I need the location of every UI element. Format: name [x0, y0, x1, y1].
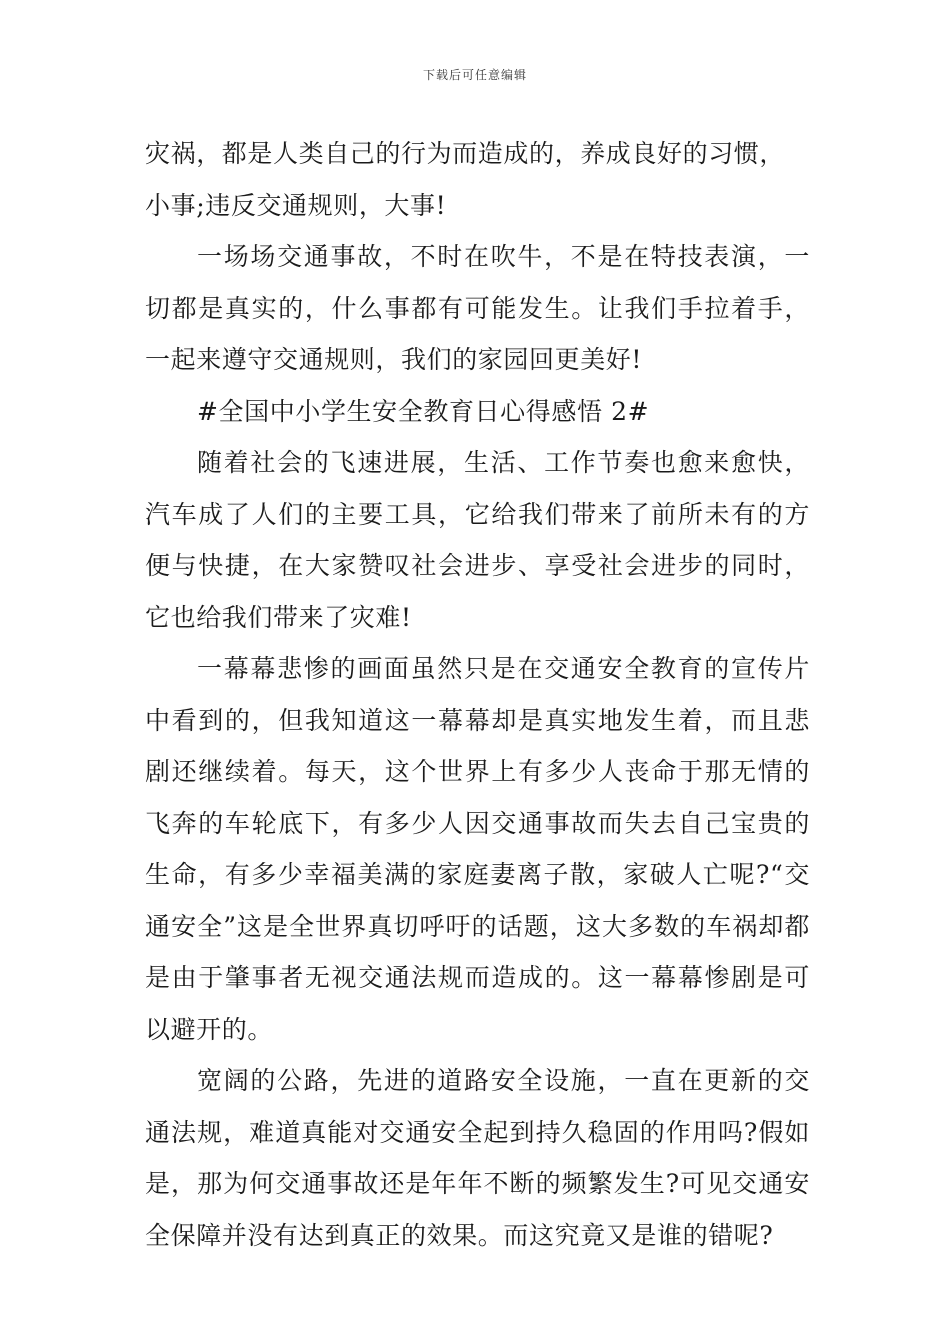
document-body: [145, 128, 810, 1261]
paragraph-1: 灾祸，都是人类自己的行为而造成的，养成良好的习惯， 小事;违反交通规则，大事!: [145, 139, 786, 220]
page-header-note: 下载后可任意编辑: [422, 68, 527, 82]
paragraph-2: 一场场交通事故，不时在吹牛，不是在特技表演，一切都是真实的，什么事都有可能发生。让我们手拉着手，一起来遵守交通规则，我们的家园回更美好!: [145, 242, 810, 374]
paragraph-4: 一幕幕悲惨的画面虽然只是在交通安全教育的宣传片中看到的，但我知道这一幕幕却是真实地发生着，而且悲剧还继续着。每天，这个世界上有多少人丧命于那无情的飞奔的车轮底下，有多少人因交通事故而失去自己宝贵的生命，有多少幸福美满的家庭妻离子散，家破人亡呢?“交通安全”这是全世界真切呼吁的话题，这大多数的车祸却都是由于肇事者无视交通法规而造成的。这一幕幕惨剧是可以避开的。: [145, 654, 810, 1044]
section-heading: #全国中小学生安全教育日心得感悟 2#: [197, 396, 650, 426]
paragraph-5: 宽阔的公路，先进的道路安全设施，一直在更新的交通法规，难道真能对交通安全起到持久稳固的作用吗?假如是，那为何交通事故还是年年不断的频繁发生?可见交通安全保障并没有达到真正的效果。而这究竟又是谁的错呢?: [145, 1066, 810, 1250]
paragraph-3: 随着社会的飞速进展，生活、工作节奏也愈来愈快，汽车成了人们的主要工具，它给我们带来了前所未有的方便与快捷，在大家赞叹社会进步、享受社会进步的同时，它也给我们带来了灾难!: [145, 448, 810, 632]
